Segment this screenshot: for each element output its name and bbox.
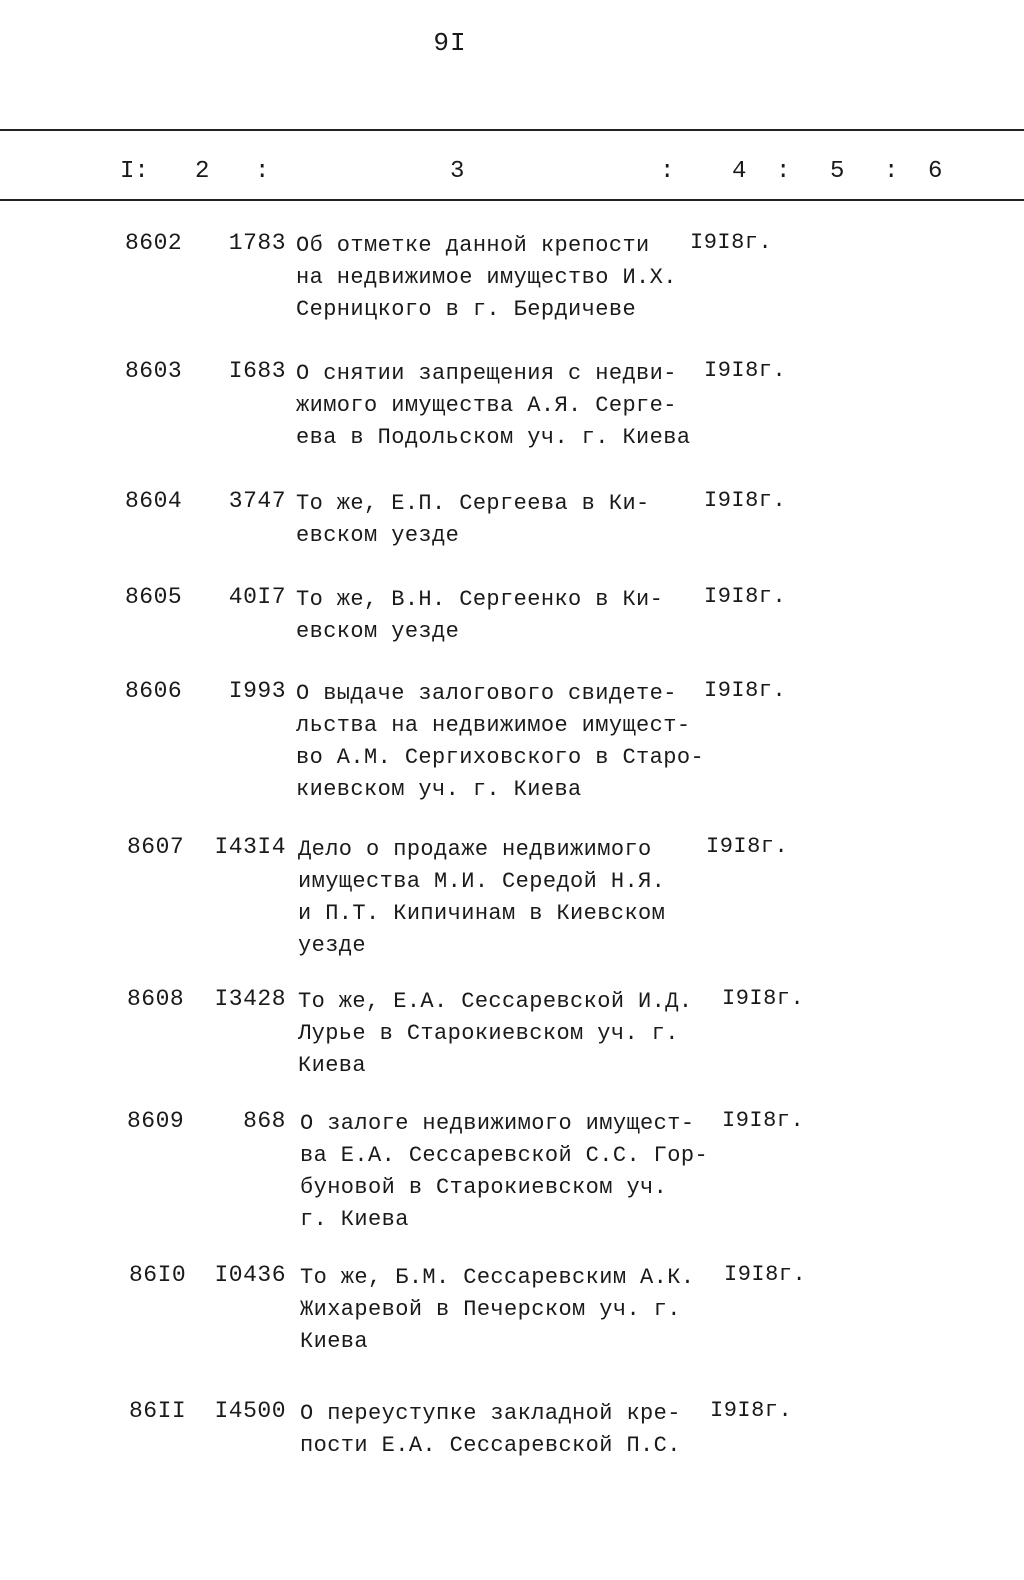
record-description-line: г. Киева [300,1207,409,1232]
record-year: I9I8г. [710,1398,793,1423]
record-year: I9I8г. [722,986,805,1011]
record-description [296,230,716,326]
column-header-5: : [660,158,675,185]
record-number: 86I0 [129,1262,187,1288]
record-year: I9I8г. [704,678,787,703]
record-description [300,1262,720,1358]
record-number: 8607 [127,834,185,860]
record-description-line: Серницкого в г. Бердичеве [296,297,637,322]
record-number: 8609 [127,1108,185,1134]
record-code: 3747 [228,488,286,514]
record-description-line: ва Е.А. Сессаревской С.С. Гор- [300,1143,709,1168]
column-header-3: : [255,158,270,185]
column-header-4: 3 [450,158,465,185]
record-number: 8602 [125,230,183,256]
record-number: 86II [129,1398,187,1424]
record-description [300,1108,720,1236]
column-header-8: 5 [830,158,845,185]
record-description-line: Лурье в Старокиевском уч. г. [298,1021,679,1046]
record-description-line: Киева [300,1329,369,1354]
record-code: I993 [228,678,286,704]
record-description-line: Об отметке данной крепости [296,233,650,258]
column-header-6: 4 [732,158,747,185]
record-description [296,584,716,648]
record-code: I4500 [214,1398,286,1424]
record-description-line: Дело о продаже недвижимого [298,837,652,862]
record-description-line: пости Е.А. Сессаревской П.С. [300,1433,681,1458]
record-description [296,488,716,552]
record-description-line: То же, В.Н. Сергеенко в Ки- [296,587,664,612]
record-code: 40I7 [228,584,286,610]
column-header-1: I: [120,158,149,185]
column-header-7: : [776,158,791,185]
record-description [298,986,718,1082]
record-description-line: киевском уч. г. Киева [296,777,582,802]
record-code: 868 [243,1108,286,1134]
record-code: 1783 [228,230,286,256]
column-header-9: : [884,158,899,185]
record-number: 8603 [125,358,183,384]
record-description [296,358,716,454]
column-header-2: 2 [195,158,210,185]
record-code: I683 [228,358,286,384]
record-description-line: буновой в Старокиевском уч. [300,1175,668,1200]
record-description-line: евском уезде [296,619,460,644]
record-code: I3428 [214,986,286,1012]
record-description-line: имущества М.И. Середой Н.Я. [298,869,666,894]
record-number: 8606 [125,678,183,704]
record-description-line: евском уезде [296,523,460,548]
record-year: I9I8г. [704,488,787,513]
record-year: I9I8г. [704,584,787,609]
record-description-line: и П.Т. Кипичинам в Киевском [298,901,666,926]
record-description-line: Жихаревой в Печерском уч. г. [300,1297,681,1322]
record-description-line: Киева [298,1053,367,1078]
record-code: I43I4 [214,834,286,860]
record-description-line: жимого имущества А.Я. Серге- [296,393,677,418]
page-number: 9I [433,28,467,58]
record-description-line: льства на недвижимое имущест- [296,713,691,738]
record-description [298,834,718,962]
record-description-line: То же, Е.П. Сергеева в Ки- [296,491,650,516]
record-year: I9I8г. [690,230,773,255]
record-description-line: О снятии запрещения с недви- [296,361,677,386]
record-description-line: О залоге недвижимого имущест- [300,1111,695,1136]
record-description-line: То же, Б.М. Сессаревским А.К. [300,1265,695,1290]
record-number: 8605 [125,584,183,610]
record-description-line: О переуступке закладной кре- [300,1401,681,1426]
record-year: I9I8г. [704,358,787,383]
record-number: 8608 [127,986,185,1012]
record-year: I9I8г. [722,1108,805,1133]
record-description-line: ева в Подольском уч. г. Киева [296,425,691,450]
record-code: I0436 [214,1262,286,1288]
record-description-line: во А.М. Сергиховского в Старо- [296,745,705,770]
record-description [296,678,716,806]
record-description-line: То же, Е.А. Сессаревской И.Д. [298,989,693,1014]
record-number: 8604 [125,488,183,514]
column-header-10: 6 [928,158,943,185]
record-description-line: О выдаче залогового свидете- [296,681,677,706]
record-year: I9I8г. [724,1262,807,1287]
record-description-line: на недвижимое имущество И.Х. [296,265,677,290]
record-year: I9I8г. [706,834,789,859]
record-description-line: уезде [298,933,367,958]
record-description [300,1398,720,1462]
